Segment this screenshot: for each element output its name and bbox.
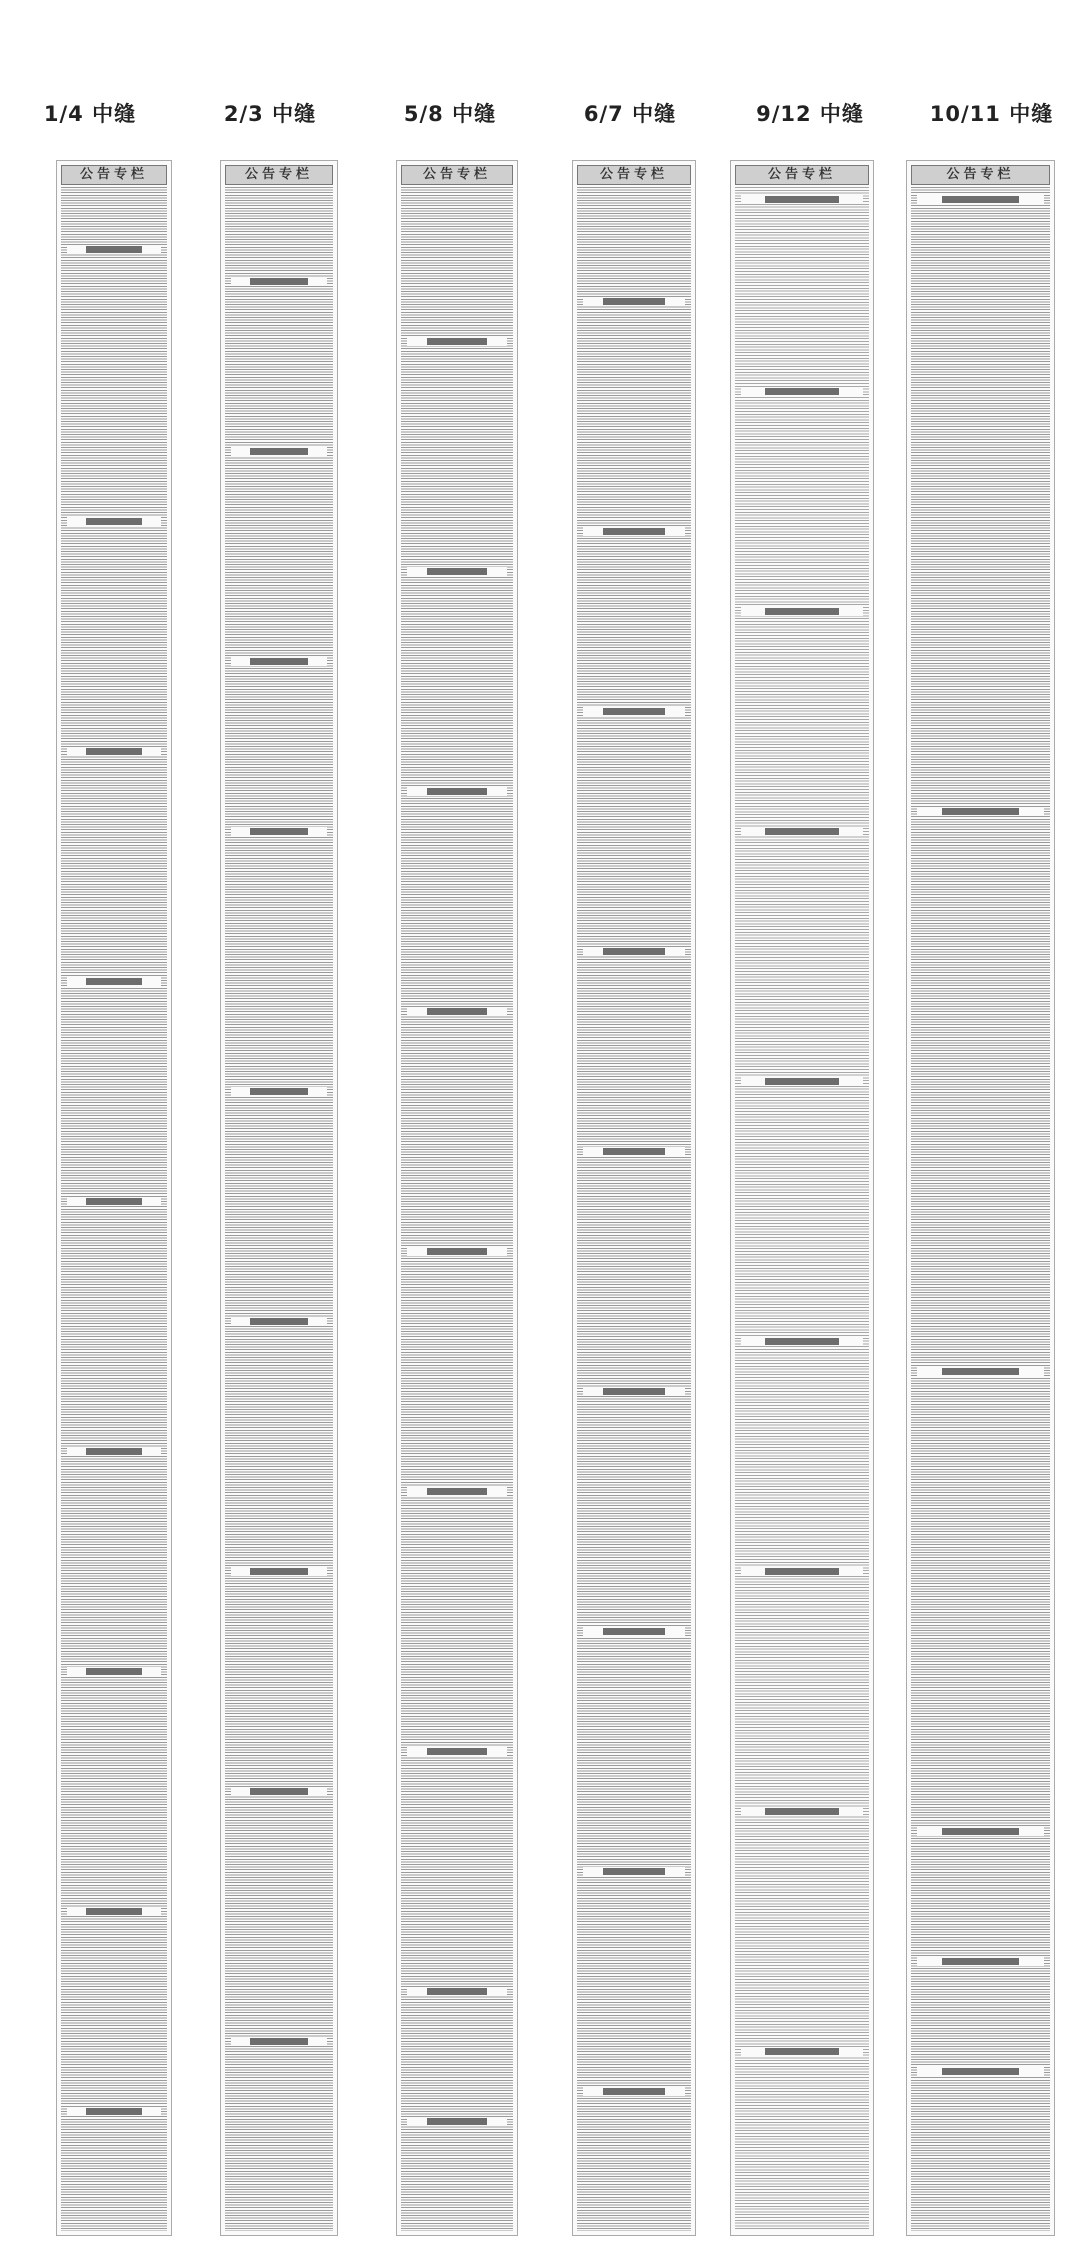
notice-column xyxy=(220,160,338,2236)
column-header: 公告专栏 xyxy=(911,165,1050,185)
column-header: 公告专栏 xyxy=(577,165,691,185)
notice-text-block xyxy=(61,187,167,2231)
column-header: 公告专栏 xyxy=(61,165,167,185)
column-header: 公告专栏 xyxy=(735,165,869,185)
panel-5-8 xyxy=(360,0,540,2254)
notice-column xyxy=(572,160,696,2236)
panel-label: 6/7 中缝 xyxy=(583,102,677,126)
notice-column xyxy=(56,160,172,2236)
panel-6-7 xyxy=(540,0,720,2254)
notice-text-block xyxy=(577,187,691,2231)
notice-text-block xyxy=(401,187,513,2231)
panel-label: 2/3 中缝 xyxy=(223,102,317,126)
panel-label: 9/12 中缝 xyxy=(756,102,864,126)
panel-9-12 xyxy=(720,0,900,2254)
notice-column xyxy=(906,160,1055,2236)
panel-2-3 xyxy=(180,0,360,2254)
panel-label: 1/4 中缝 xyxy=(43,102,137,126)
notice-column xyxy=(396,160,518,2236)
notice-column xyxy=(730,160,874,2236)
notice-text-block xyxy=(225,187,333,2231)
notice-text-block xyxy=(735,187,869,2231)
column-header: 公告专栏 xyxy=(401,165,513,185)
column-header: 公告专栏 xyxy=(225,165,333,185)
panel-label: 10/11 中缝 xyxy=(929,102,1054,126)
notice-text-block xyxy=(911,187,1050,2231)
panel-label: 5/8 中缝 xyxy=(403,102,497,126)
panel-10-11 xyxy=(900,0,1083,2254)
panel-1-4 xyxy=(0,0,180,2254)
